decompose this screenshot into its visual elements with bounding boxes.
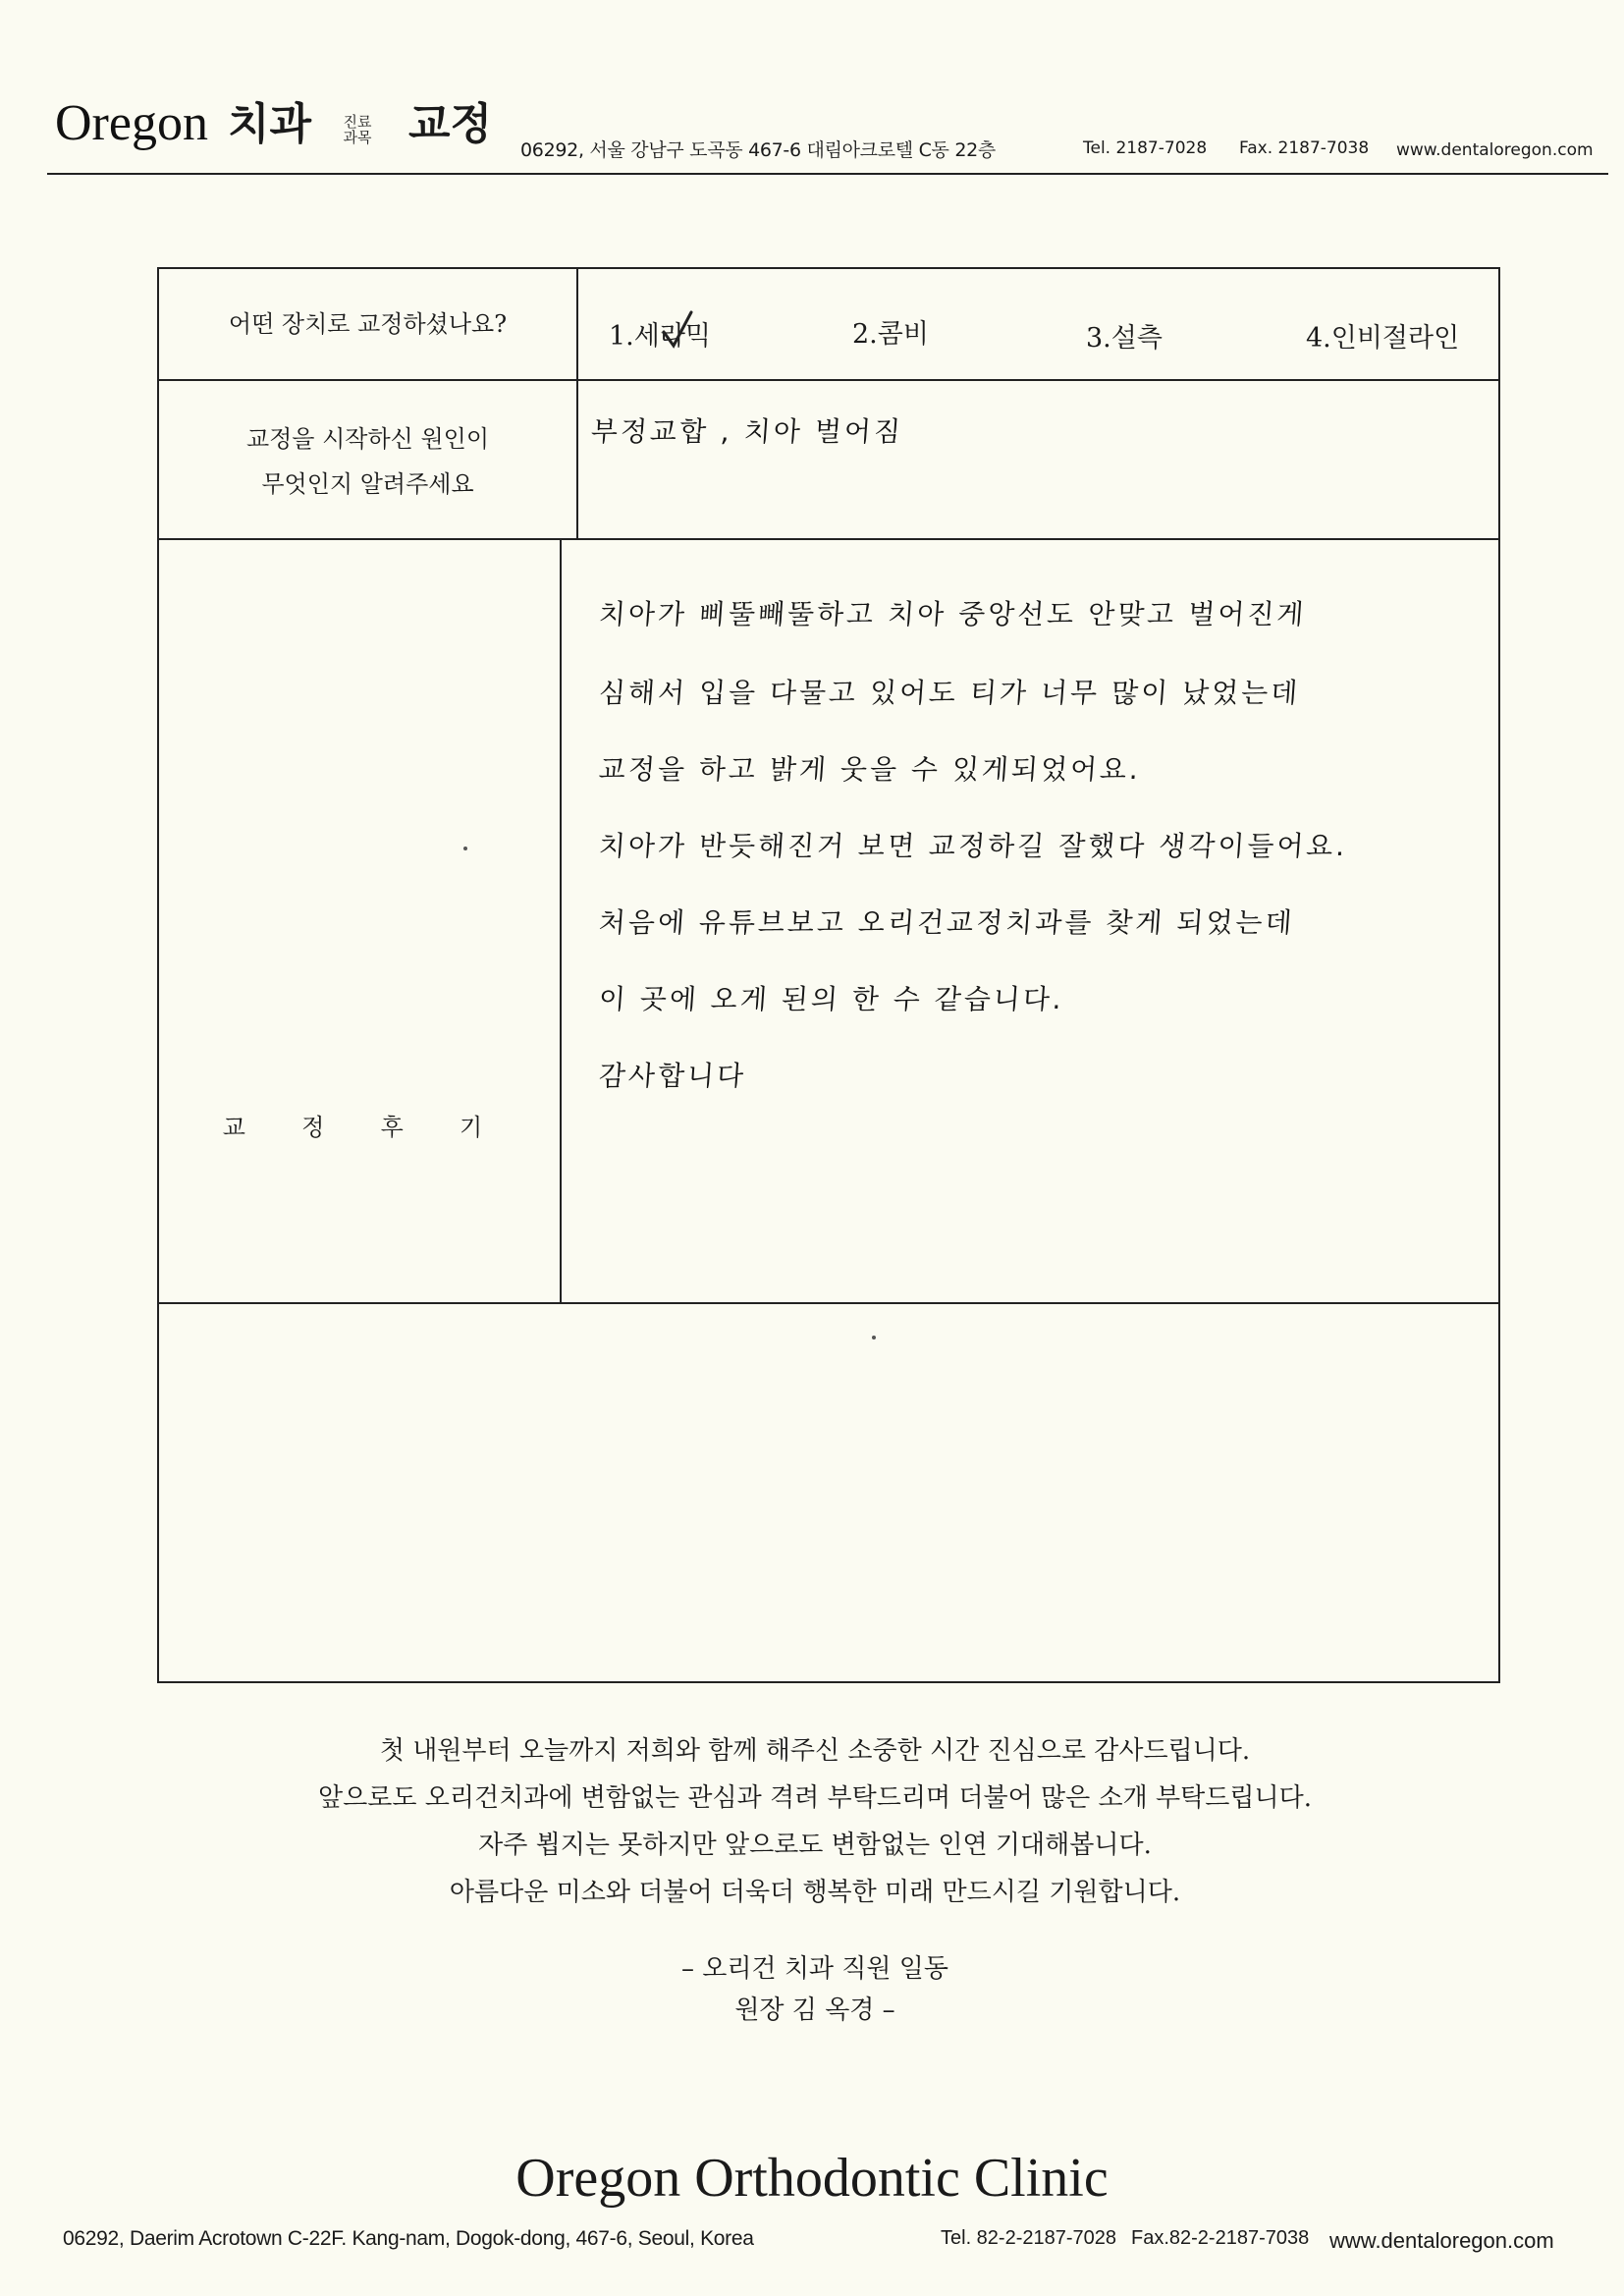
option-ceramic-label: 1.세라믹 xyxy=(609,321,712,352)
thanks-line-3: 자주 뵙지는 못하지만 앞으로도 변함없는 인연 기대해봅니다. xyxy=(478,1831,1152,1860)
column-divider-upper xyxy=(576,269,578,538)
row-divider-1 xyxy=(159,379,1498,381)
header-tel: Tel. 2187-7028 xyxy=(1083,138,1208,158)
clinic-logo: Oregon xyxy=(55,95,208,151)
scan-speck xyxy=(872,1336,876,1339)
footer-tel: Tel. 82-2-2187-7028 xyxy=(941,2227,1117,2249)
signature-line-1: – 오리건 치과 직원 일동 xyxy=(680,1954,949,1984)
footer-address: 06292, Daerim Acrotown C-22F. Kang-nam, Dogok-dong, 467-6, Seoul, Korea xyxy=(63,2227,754,2250)
review-line-7: 감사합니다 xyxy=(597,1060,748,1092)
device-question-label: 어떤 장치로 교정하셨나요? xyxy=(228,310,508,338)
footer-website: www.dentaloregon.com xyxy=(1329,2228,1554,2253)
clinic-type: 치과 xyxy=(228,99,312,149)
thanks-line-1: 첫 내원부터 오늘까지 저희와 함께 해주신 소중한 시간 진심으로 감사드립니다. xyxy=(379,1736,1251,1766)
review-line-1: 치아가 삐뚤빼뚤하고 치아 중앙선도 안맞고 벌어진게 xyxy=(597,598,1308,630)
thanks-line-4: 아름다운 미소와 더불어 더욱더 행복한 미래 만드시길 기원합니다. xyxy=(449,1878,1181,1907)
review-line-6: 이 곳에 오게 된의 한 수 같습니다. xyxy=(597,983,1065,1015)
checkmark-icon xyxy=(660,308,695,352)
department-label-line1: 진료 xyxy=(343,113,372,131)
row-divider-3 xyxy=(159,1302,1498,1304)
department-label-line2: 과목 xyxy=(343,129,372,146)
row-divider-2 xyxy=(159,538,1498,540)
footer-fax: Fax.82-2-2187-7038 xyxy=(1131,2227,1310,2249)
review-form xyxy=(157,267,1500,1683)
scan-speck xyxy=(463,847,467,850)
option-invisalign[interactable]: 4.인비절라인 xyxy=(1306,323,1460,354)
department-label xyxy=(343,114,372,145)
header-website: www.dentaloregon.com xyxy=(1396,140,1594,160)
review-line-3: 교정을 하고 밝게 웃을 수 있게되었어요. xyxy=(597,753,1143,786)
review-line-5: 처음에 유튜브보고 오리건교정치과를 찾게 되었는데 xyxy=(597,906,1296,939)
column-divider-lower xyxy=(560,538,562,1302)
option-lingual[interactable]: 3.설측 xyxy=(1086,323,1163,354)
header-divider xyxy=(47,173,1608,175)
review-label: 교 정 후 기 xyxy=(222,1114,497,1141)
reason-question-line2: 무엇인지 알려주세요 xyxy=(261,470,474,498)
signature-line-2: 원장 김 옥경 – xyxy=(734,1995,895,2025)
review-line-2: 심해서 입을 다물고 있어도 티가 너무 많이 났었는데 xyxy=(597,677,1302,709)
thanks-line-2: 앞으로도 오리건치과에 변함없는 관심과 격려 부탁드리며 더불어 많은 소개 부탁드립니다. xyxy=(318,1783,1312,1813)
reason-question-label xyxy=(159,416,576,507)
header-fax: Fax. 2187-7038 xyxy=(1239,138,1370,158)
review-line-4: 치아가 반듯해진거 보면 교정하길 잘했다 생각이들어요. xyxy=(597,830,1349,862)
header-address: 06292, 서울 강남구 도곡동 467-6 대림아크로텔 C동 22층 xyxy=(520,139,996,161)
reason-question-line1: 교정을 시작하신 원인이 xyxy=(245,425,490,453)
reason-answer: 부정교합 , 치아 벌어짐 xyxy=(589,415,905,448)
footer-title: Oregon Orthodontic Clinic xyxy=(515,2148,1109,2209)
option-combi[interactable]: 2.콤비 xyxy=(852,319,929,350)
specialty: 교정 xyxy=(408,99,493,149)
